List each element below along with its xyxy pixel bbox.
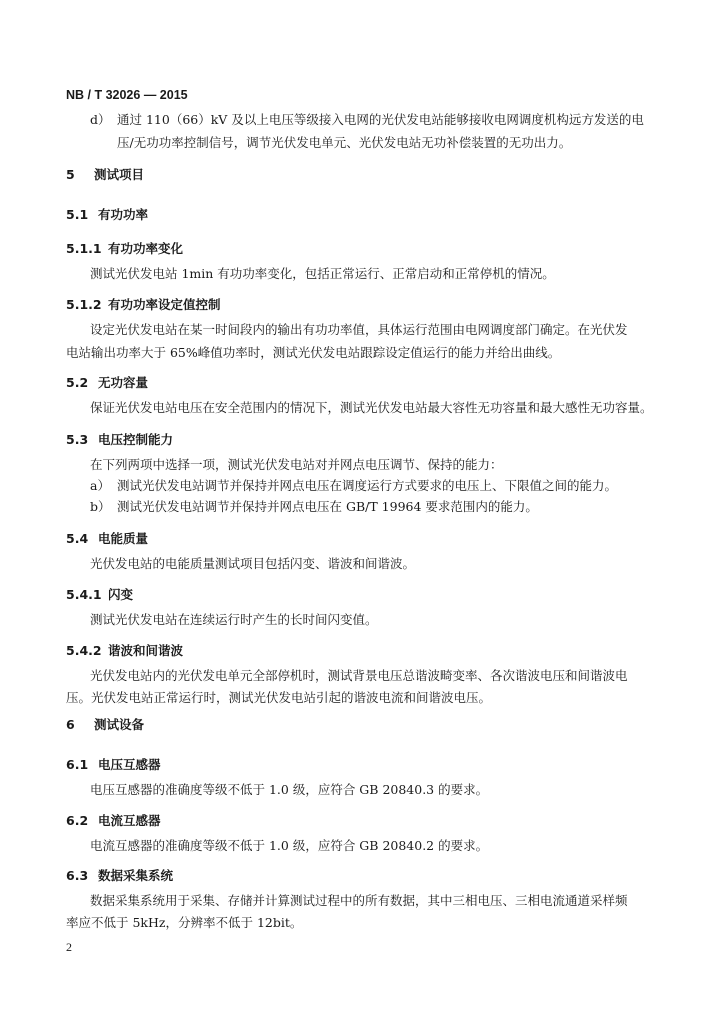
paragraph-5-4-2-line1: 光伏发电站内的光伏发电单元全部停机时，测试背景电压总谐波畸变率、各次谐波电压和间谐波电 [90,668,628,683]
list-item-a: a） 测试光伏发电站调节并保持并网点电压在调度运行方式要求的电压上、下限值之间的能力。 [90,478,618,493]
section-heading-5-3: 5.3 电压控制能力 [66,432,174,447]
paragraph-5-1-1: 测试光伏发电站 1min 有功功率变化，包括正常运行、正常启动和正常停机的情况。 [90,266,555,281]
paragraph-6-2: 电流互感器的准确度等级不低于 1.0 级，应符合 GB 20840.2 的要求。 [90,838,489,853]
list-item-d [90,108,644,131]
section-heading-5-4-1: 5.4.1 闪变 [66,587,134,602]
paragraph-5-3-intro: 在下列两项中选择一项，测试光伏发电站对并网点电压调节、保持的能力： [90,457,503,472]
paragraph-6-3-line1: 数据采集系统用于采集、存储并计算测试过程中的所有数据，其中三相电压、三相电流通道采样频 [90,893,628,908]
paragraph-5-1-2-line2: 电站输出功率大于 65%峰值功率时，测试光伏发电站跟踪设定值运行的能力并给出曲线。 [66,345,561,360]
paragraph-5-2: 保证光伏发电站电压在安全范围内的情况下，测试光伏发电站最大容性无功容量和最大感性无功容量。 [90,400,653,415]
list-text: 通过 110（66）kV 及以上电压等级接入电网的光伏发电站能够接收电网调度机构远方发送的电 [117,112,644,127]
section-heading-5-1-2: 5.1.2 有功功率设定值控制 [66,297,221,312]
section-heading-6-3: 6.3 数据采集系统 [66,868,174,883]
section-heading-5: 5 测试项目 [66,167,145,182]
section-heading-6-1: 6.1 电压互感器 [66,757,161,772]
list-item-d-cont: 压/无功功率控制信号，调节光伏发电单元、光伏发电站无功补偿装置的无功出力。 [117,135,572,150]
paragraph-5-4-1: 测试光伏发电站在连续运行时产生的长时间闪变值。 [90,612,378,627]
section-heading-6-2: 6.2 电流互感器 [66,813,161,828]
paragraph-5-4-2-line2: 压。光伏发电站正常运行时，测试光伏发电站引起的谐波电流和间谐波电压。 [66,690,492,705]
section-heading-5-4: 5.4 电能质量 [66,531,149,546]
paragraph-6-1: 电压互感器的准确度等级不低于 1.0 级，应符合 GB 20840.3 的要求。 [90,782,489,797]
section-heading-5-4-2: 5.4.2 谐波和间谐波 [66,643,184,658]
paragraph-5-1-2-line1: 设定光伏发电站在某一时间段内的输出有功功率值，具体运行范围由电网调度部门确定。在光伏发 [90,322,628,337]
list-label: d） [90,112,111,127]
paragraph-6-3-line2: 率应不低于 5kHz，分辨率不低于 12bit。 [66,915,303,930]
section-heading-5-1-1: 5.1.1 有功功率变化 [66,241,184,256]
section-heading-6: 6 测试设备 [66,717,145,732]
list-item-b: b） 测试光伏发电站调节并保持并网点电压在 GB/T 19964 要求范围内的能力。 [90,499,538,514]
section-heading-5-2: 5.2 无功容量 [66,375,149,390]
paragraph-5-4: 光伏发电站的电能质量测试项目包括闪变、谐波和间谐波。 [90,556,416,571]
page-number: 2 [66,940,72,954]
standard-header: NB / T 32026 — 2015 [66,88,188,102]
section-heading-5-1: 5.1 有功功率 [66,207,149,222]
